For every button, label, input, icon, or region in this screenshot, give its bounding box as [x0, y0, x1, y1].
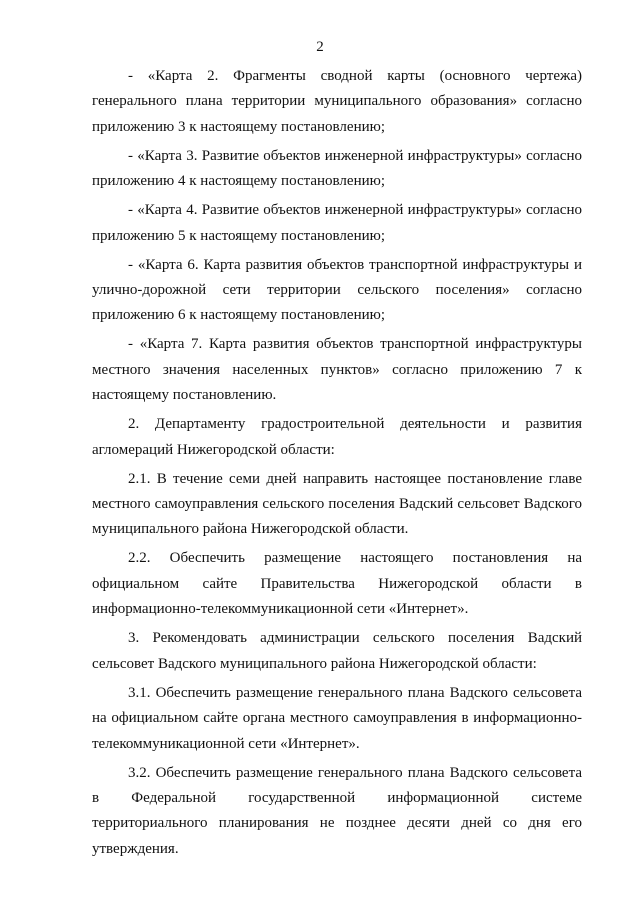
paragraph-map-4: - «Карта 4. Развитие объектов инженерной инфраструктуры» согласно приложению 5 к настоящему постановлению;: [92, 202, 582, 244]
paragraph-item-3: 3. Рекомендовать администрации сельского поселения Вадский сельсовет Вадского муниципального района Нижегородской области:: [92, 630, 582, 672]
document-body: [92, 64, 582, 866]
paragraph-item-2-1: 2.1. В течение семи дней направить настоящее постановление главе местного самоуправления сельского поселения Вадский сельсовет Вадского муниципального района Нижегородской области.: [92, 470, 582, 538]
paragraph-map-6: - «Карта 6. Карта развития объектов транспортной инфраструктуры и улично-дорожной сети территории сельского поселения» согласно приложению 6 к настоящему постановлению;: [92, 256, 582, 324]
paragraph-map-2: - «Карта 2. Фрагменты сводной карты (основного чертежа) генерального плана территории муниципального образования» согласно приложению 3 к настоящему постановлению;: [92, 68, 582, 135]
paragraph-map-7: - «Карта 7. Карта развития объектов транспортной инфраструктуры местного значения населенных пунктов» согласно приложению 7 к настоящему постановлению.: [92, 336, 582, 404]
paragraph-item-2: 2. Департаменту градостроительной деятельности и развития агломераций Нижегородской области:: [92, 416, 582, 458]
paragraph-map-3: - «Карта 3. Развитие объектов инженерной инфраструктуры» согласно приложению 4 к настоящему постановлению;: [92, 147, 582, 190]
page-number: 2: [316, 39, 324, 55]
paragraph-item-3-1: 3.1. Обеспечить размещение генерального плана Вадского сельсовета на официальном сайте органа местного самоуправления в информационно-телекоммуникационной сети «Интернет».: [92, 684, 582, 752]
paragraph-item-3-2: 3.2. Обеспечить размещение генерального плана Вадского сельсовета в Федеральной государственной информационной системе территориального планирования не позднее десяти дней со дня его утверждения.: [92, 764, 582, 857]
paragraph-item-2-2: 2.2. Обеспечить размещение настоящего постановления на официальном сайте Правительства Нижегородской области в информационно-телекоммуникационной сети «Интернет».: [92, 550, 582, 618]
